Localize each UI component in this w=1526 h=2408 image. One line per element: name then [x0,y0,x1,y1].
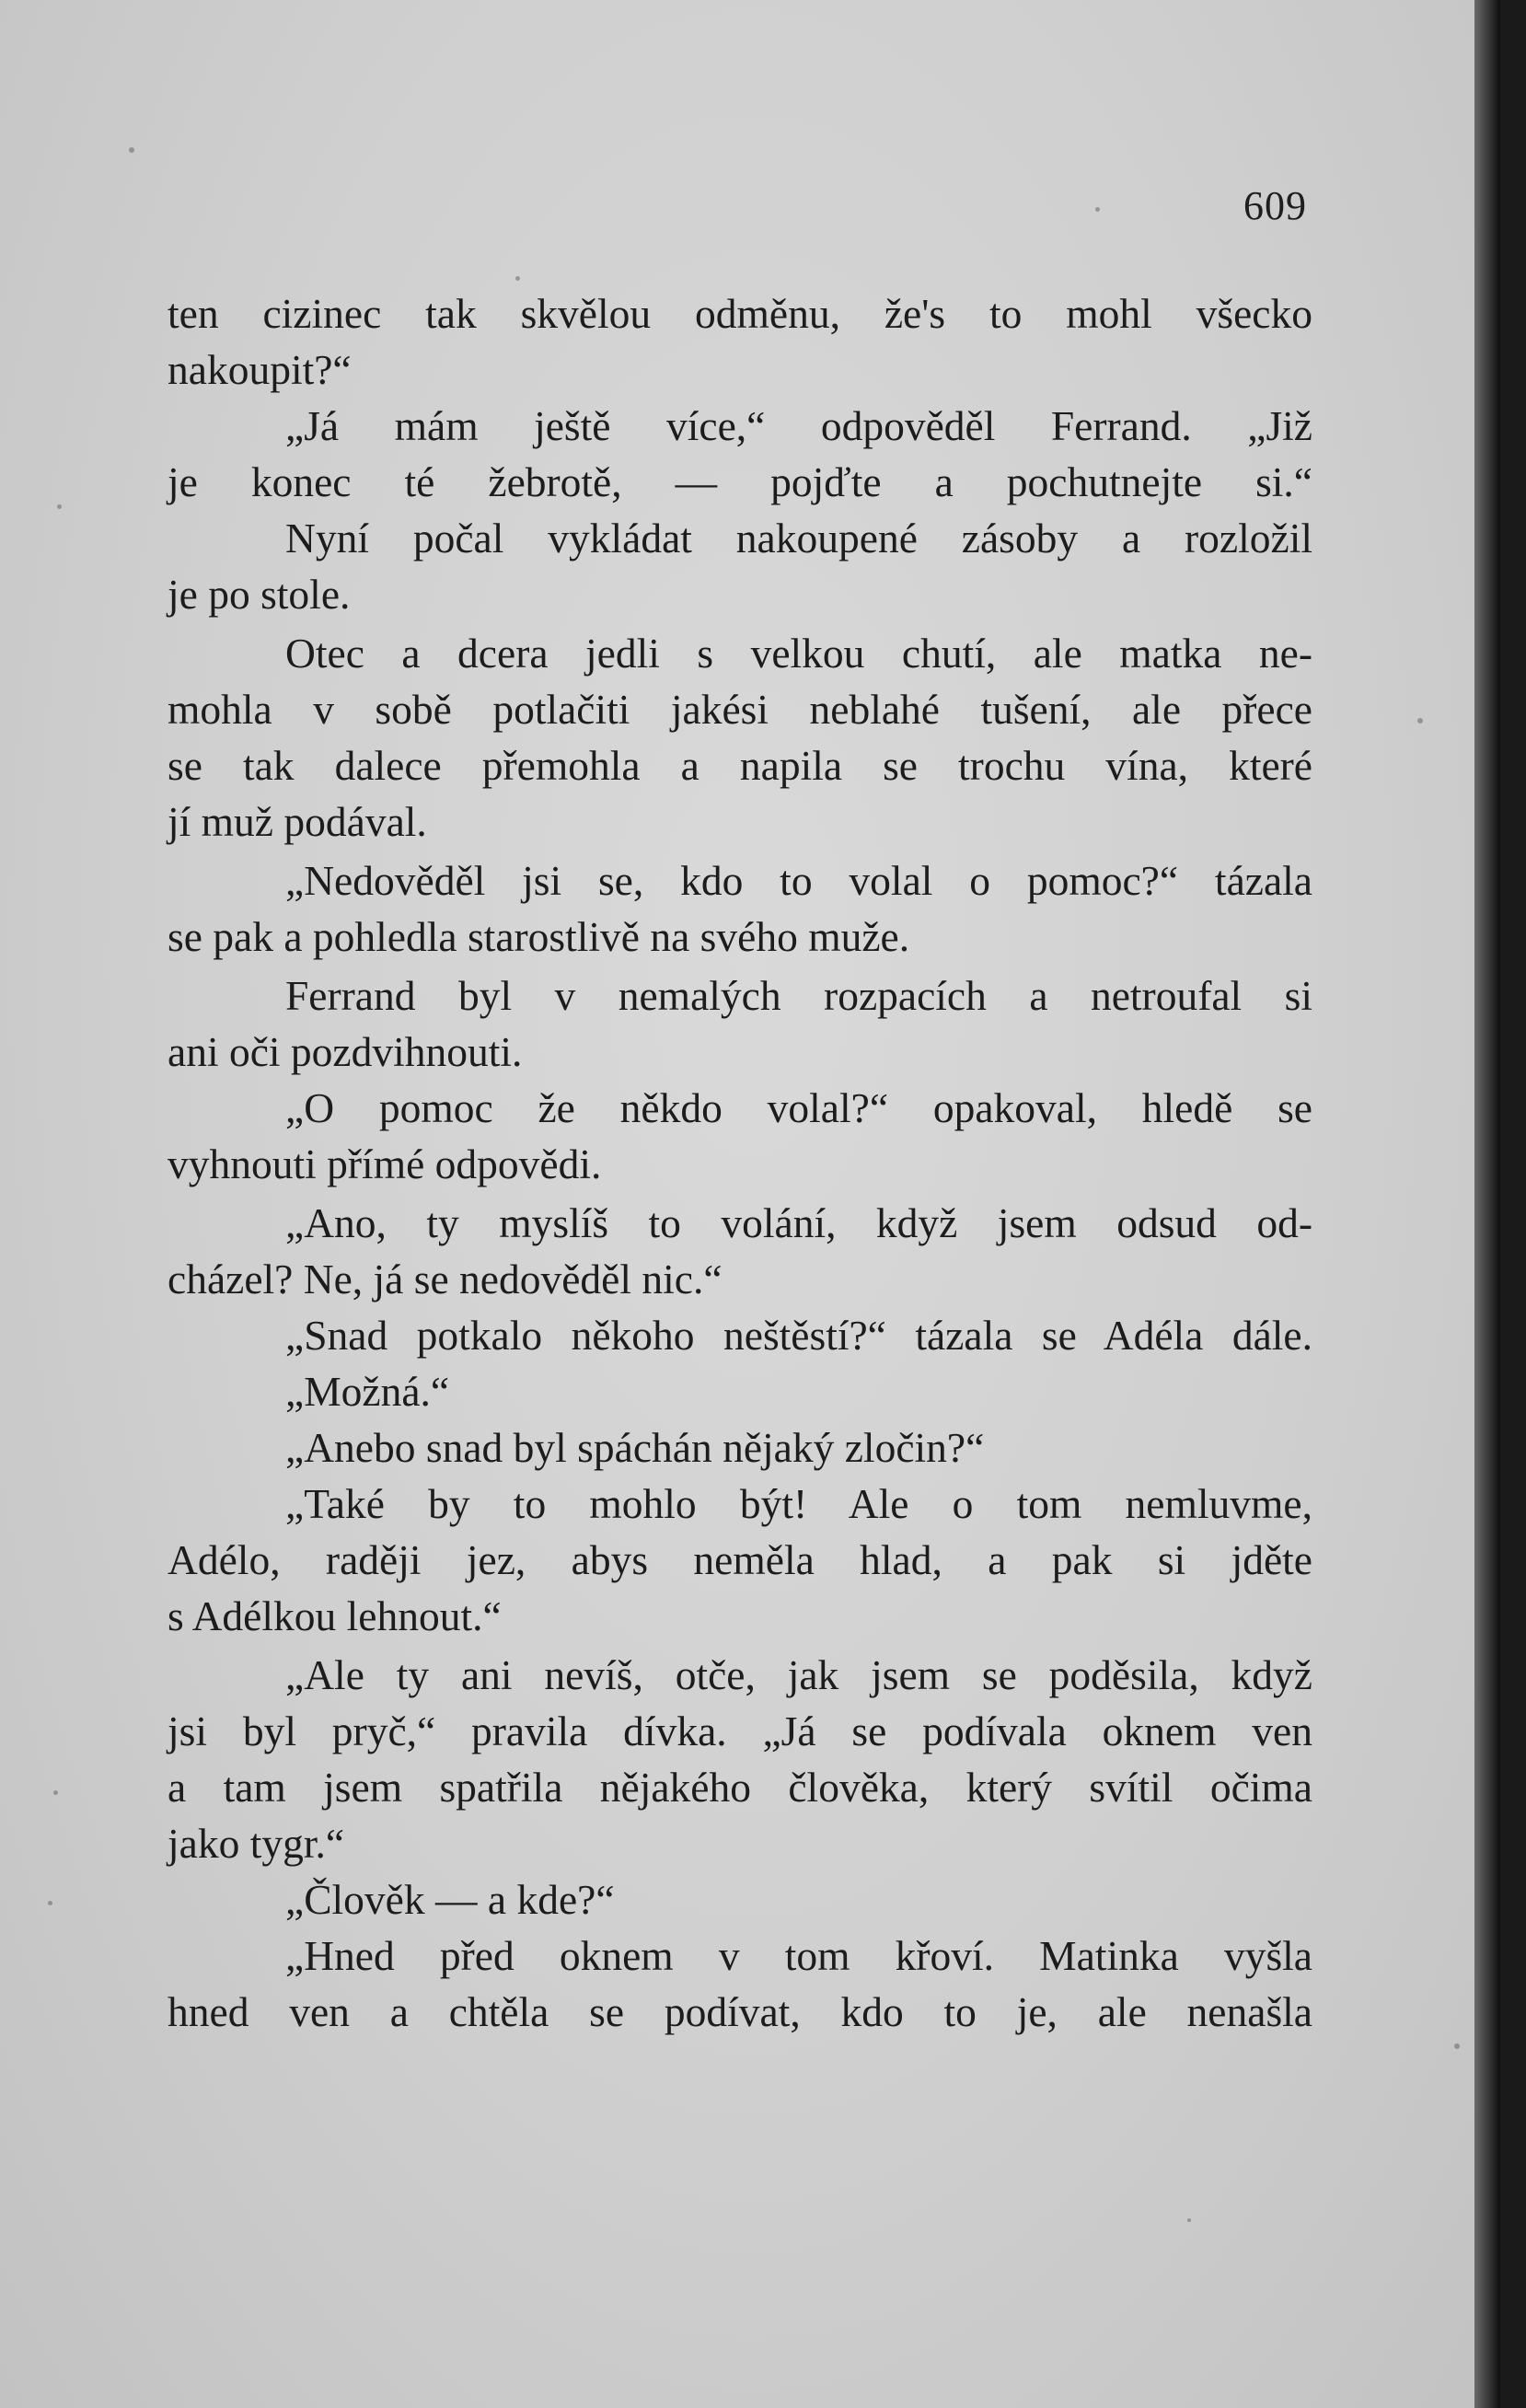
paper-speck [515,276,520,281]
page-edge-shadow [1474,0,1500,2408]
text-line: jsi byl pryč,“ pravila dívka. „Já se podívala oknem ven [168,1708,1312,1754]
text-line: je po stole. [168,571,351,618]
text-line: „Také by to mohlo být! Ale o tom nemluvme, [285,1480,1312,1527]
text-line: hned ven a chtěla se podívat, kdo to je, ale nenašla [168,1988,1312,2035]
text-line: Nyní počal vykládat nakoupené zásoby a rozložil [285,515,1312,561]
text-line: „Člověk — a kde?“ [285,1876,615,1923]
text-line: „Anebo snad byl spáchán nějaký zločin?“ [285,1424,985,1471]
text-line: „Ale ty ani nevíš, otče, jak jsem se poděsila, když [285,1651,1312,1698]
text-line: jí muž podával. [168,798,427,845]
text-line: „Já mám ještě více,“ odpověděl Ferrand. „Již [285,402,1312,449]
text-line: cházel? Ne, já se nedověděl nic.“ [168,1256,723,1302]
text-line: „Možná.“ [285,1368,450,1415]
paper-speck [53,1790,58,1795]
text-line: „Snad potkalo někoho neštěstí?“ tázala se Adéla dále. [285,1312,1312,1359]
paper-speck [48,1901,52,1905]
text-line: Adélo, raději jez, abys neměla hlad, a pak si jděte [168,1536,1312,1583]
text-line: s Adélkou lehnout.“ [168,1592,502,1639]
text-line: je konec té žebrotě, — pojďte a pochutnejte si.“ [168,458,1312,505]
text-line: „O pomoc že někdo volal?“ opakoval, hledě se [285,1084,1312,1131]
text-line: „Nedověděl jsi se, kdo to volal o pomoc?“ tázala [285,857,1312,904]
text-line: „Ano, ty myslíš to volání, když jsem odsud od- [285,1199,1312,1246]
paper-speck [129,147,134,153]
paper-speck [1095,207,1100,212]
text-line: nakoupit?“ [168,346,352,393]
paper-speck [1417,718,1423,724]
text-line: jako tygr.“ [168,1820,345,1867]
body-text [168,285,1312,2040]
paper-speck [1454,2043,1460,2049]
page-number: 609 [1243,183,1307,228]
text-line: a tam jsem spatřila nějakého člověka, který svítil očima [168,1764,1312,1811]
paper-speck [1187,2218,1191,2222]
text-line: se pak a pohledla starostlivě na svého muže. [168,913,910,960]
text-line: vyhnouti přímé odpovědi. [168,1140,602,1187]
text-line: ten cizinec tak skvělou odměnu, že's to mohl všecko [168,290,1312,337]
text-line: Ferrand byl v nemalých rozpacích a netroufal si [285,972,1312,1019]
text-line: „Hned před oknem v tom křoví. Matinka vyšla [285,1932,1312,1979]
text-line: se tak dalece přemohla a napila se trochu vína, které [168,742,1312,789]
text-line: mohla v sobě potlačiti jakési neblahé tušení, ale přece [168,686,1312,733]
text-line: ani oči pozdvihnouti. [168,1028,523,1075]
paper-speck [57,504,62,509]
text-line: Otec a dcera jedli s velkou chutí, ale matka ne- [285,630,1312,677]
